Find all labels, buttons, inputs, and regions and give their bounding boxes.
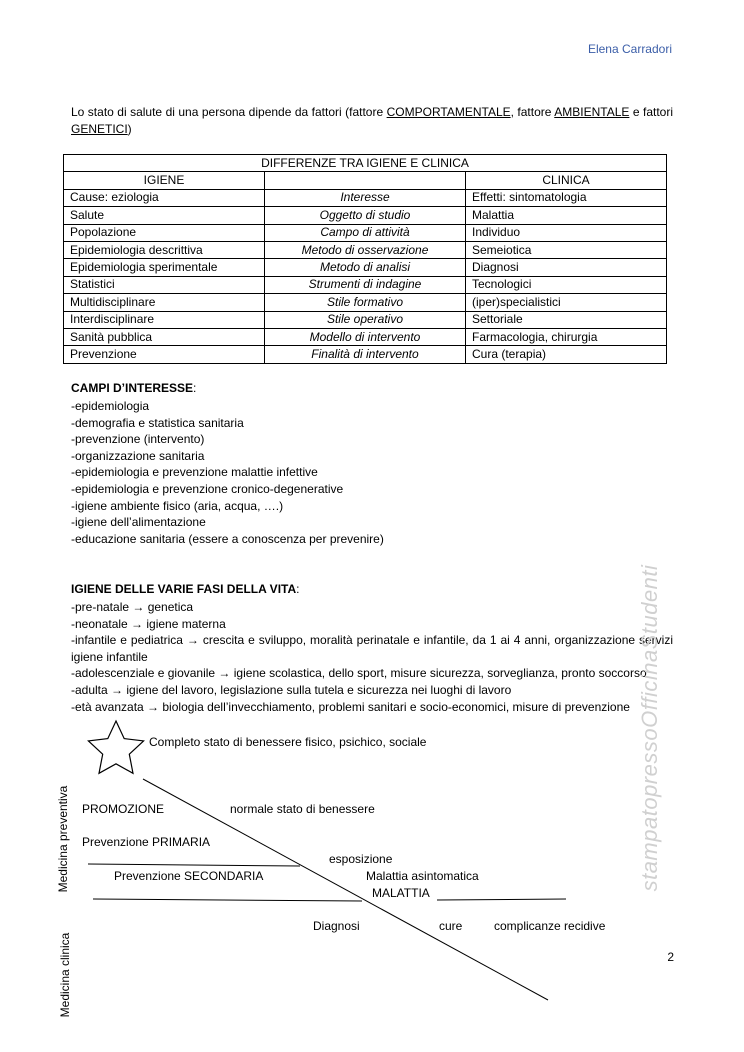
list-item: -epidemiologia e prevenzione malattie infettive: [71, 465, 318, 480]
table-cell-igiene: Interdisciplinare: [64, 311, 265, 328]
table-cell-aspetto: Stile operativo: [265, 311, 466, 328]
list-item: -età avanzata → biologia dell’invecchiamento, problemi sanitari e socio-economici, misure di prevenzione: [71, 699, 630, 714]
table-cell-clinica: Settoriale: [466, 311, 667, 328]
table-cell-aspetto: Finalità di intervento: [265, 346, 466, 363]
table-cell-igiene: Sanità pubblica: [64, 328, 265, 345]
primaria-label: Prevenzione PRIMARIA: [82, 835, 211, 849]
medicina-preventiva-label: Medicina preventiva: [56, 785, 70, 893]
table-cell-igiene: Statistici: [64, 276, 265, 293]
list-item: -epidemiologia: [71, 399, 150, 413]
medicina-clinica-label: Medicina clinica: [58, 932, 72, 1018]
table-cell-clinica: Effetti: sintomatologia: [466, 189, 667, 206]
secondaria-label: Prevenzione SECONDARIA: [114, 869, 264, 883]
list-item: -epidemiologia e prevenzione cronico-degenerative: [71, 481, 344, 496]
table-cell-clinica: Cura (terapia): [466, 346, 667, 363]
primaria-line: [88, 864, 300, 866]
secondaria-line: [93, 899, 362, 901]
complicanze-label: complicanze recidive: [494, 919, 606, 933]
table-title: DIFFERENZE TRA IGIENE E CLINICA: [64, 155, 667, 172]
list-item: -neonatale → igiene materna: [71, 616, 226, 631]
star-label: Completo stato di benessere fisico, psichico, sociale: [149, 735, 427, 749]
asintomatica-label: Malattia asintomatica: [366, 869, 479, 883]
table-cell-igiene: Cause: eziologia: [64, 189, 265, 206]
list-item: -igiene ambiente fisico (aria, acqua, ….): [71, 498, 284, 513]
table-cell-igiene: Epidemiologia sperimentale: [64, 259, 265, 276]
table-cell-aspetto: Oggetto di studio: [265, 207, 466, 224]
table-cell-clinica: Individuo: [466, 224, 667, 241]
list-item: -adulta → igiene del lavoro, legislazione sulla tutela e sicurezza nei luoghi di lavoro: [71, 682, 512, 697]
diagnosi-label: Diagnosi: [313, 919, 360, 933]
table-cell-aspetto: Metodo di analisi: [265, 259, 466, 276]
table-header-igiene: IGIENE: [64, 172, 265, 189]
factor-ambientale: AMBIENTALE: [554, 105, 630, 119]
list-item: -pre-natale → genetica: [71, 600, 194, 614]
table-cell-igiene: Epidemiologia descrittiva: [64, 241, 265, 258]
table-cell-igiene: Prevenzione: [64, 346, 265, 363]
table-cell-aspetto: Strumenti di indagine: [265, 276, 466, 293]
table-cell-aspetto: Metodo di osservazione: [265, 241, 466, 258]
table-cell-clinica: Malattia: [466, 207, 667, 224]
list-item: -organizzazione sanitaria: [71, 448, 205, 463]
table-cell-clinica: Semeiotica: [466, 241, 667, 258]
author-name: Elena Carradori: [587, 42, 672, 56]
list-item: -infantile e pediatrica → crescita e sviluppo, moralità perinatale e infantile, da 1 ai 4 anni, organizzazione servizi igiene infantile: [71, 633, 673, 664]
watermark: stampatopressoOfficinaStudenti: [637, 564, 662, 892]
table-cell-igiene: Salute: [64, 207, 265, 224]
table-cell-clinica: Tecnologici: [466, 276, 667, 293]
star-icon: [88, 721, 143, 773]
list-item: -educazione sanitaria (essere a conoscenza per prevenire): [71, 531, 384, 546]
list-item: -prevenzione (intervento): [71, 432, 205, 447]
campi-title: CAMPI D’INTERESSE:: [71, 381, 197, 395]
malattia-line: [437, 899, 566, 900]
intro-text: ): [127, 122, 132, 136]
list-item: -igiene dell’alimentazione: [71, 515, 206, 530]
table-cell-aspetto: Modello di intervento: [265, 328, 466, 345]
table-cell-igiene: Multidisciplinare: [64, 294, 265, 311]
table-cell-aspetto: Stile formativo: [265, 294, 466, 311]
normale-label: normale stato di benessere: [230, 802, 375, 816]
factor-genetici: GENETICI: [71, 122, 128, 136]
cure-label: cure: [439, 919, 463, 933]
table-header-clinica: CLINICA: [466, 172, 667, 189]
table-cell-aspetto: Interesse: [265, 189, 466, 206]
table-cell-clinica: Farmacologia, chirurgia: [466, 328, 667, 345]
promozione-label: PROMOZIONE: [82, 802, 165, 816]
table-cell-clinica: (iper)specialistici: [466, 294, 667, 311]
esposizione-label: esposizione: [329, 852, 393, 866]
page-number: 2: [667, 950, 674, 964]
intro-text: e fattori: [629, 105, 673, 119]
list-item: -demografia e statistica sanitaria: [71, 415, 244, 430]
table-cell-aspetto: Campo di attività: [265, 224, 466, 241]
factor-comportamentale: COMPORTAMENTALE: [386, 105, 511, 119]
intro-text: , fattore: [510, 105, 555, 119]
malattia-label: MALATTIA: [372, 886, 430, 900]
table-cell-clinica: Diagnosi: [466, 259, 667, 276]
table-cell-igiene: Popolazione: [64, 224, 265, 241]
intro-text: Lo stato di salute di una persona dipende da fattori (fattore: [71, 105, 387, 119]
fasi-title: IGIENE DELLE VARIE FASI DELLA VITA:: [71, 582, 300, 596]
list-item: -adolescenziale e giovanile → igiene scolastica, dello sport, misure sicurezza, sorveglianza, pronto soccorso: [71, 666, 647, 681]
